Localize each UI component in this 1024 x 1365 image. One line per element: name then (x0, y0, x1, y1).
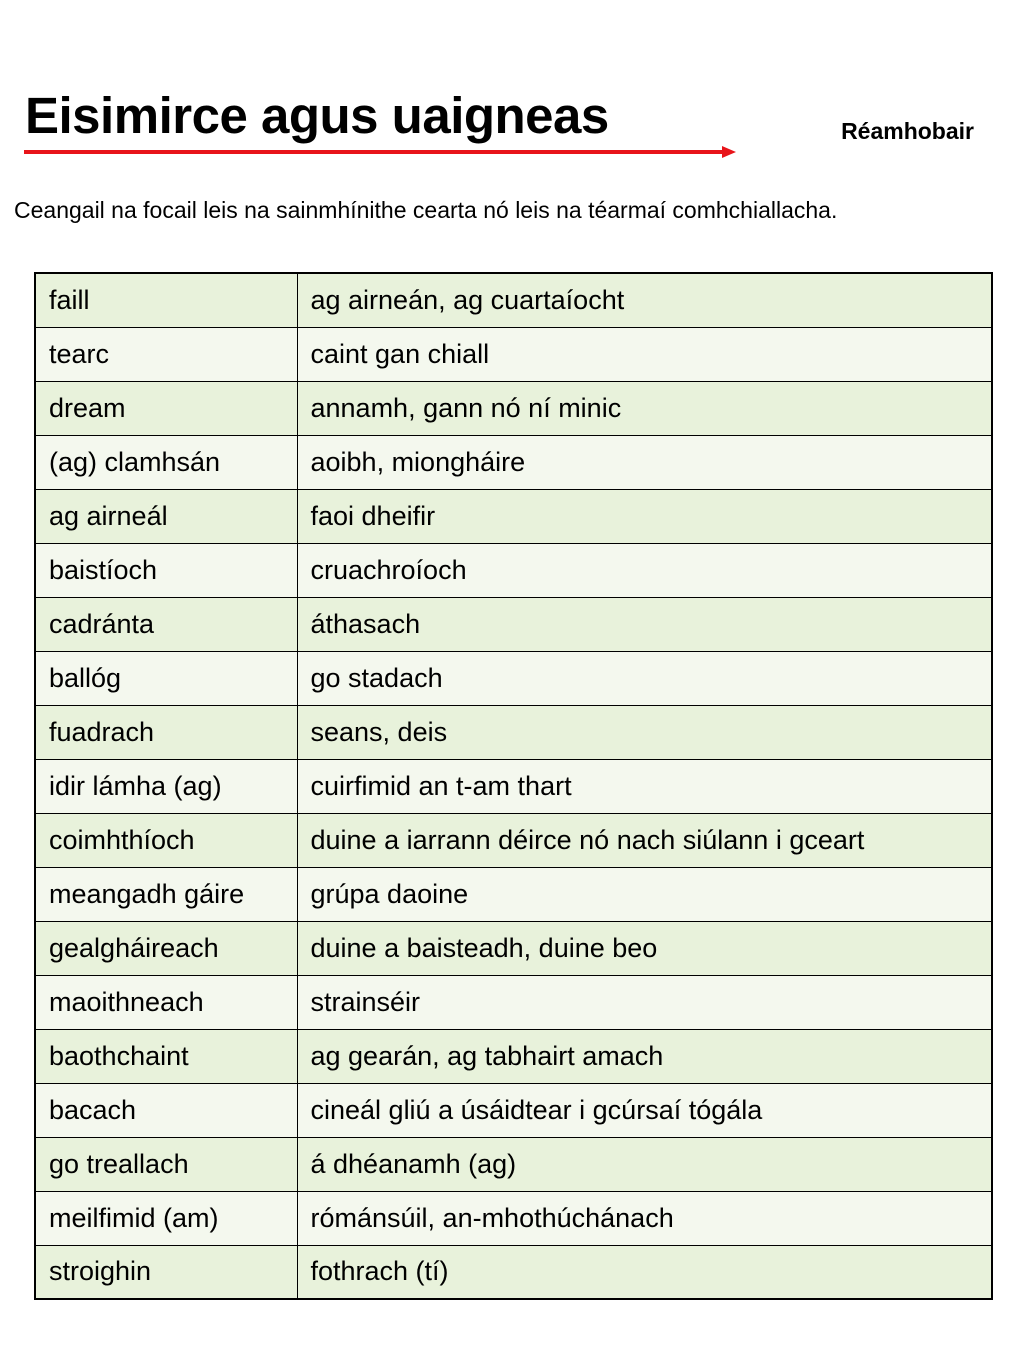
table-row (35, 543, 992, 597)
table-row (35, 1191, 992, 1245)
word-cell: meangadh gáire (35, 867, 297, 921)
definition-cell: caint gan chiall (297, 327, 992, 381)
word-cell: fuadrach (35, 705, 297, 759)
definition-cell: áthasach (297, 597, 992, 651)
definition-cell: rómánsúil, an-mhothúchánach (297, 1191, 992, 1245)
table-row (35, 1083, 992, 1137)
word-cell: idir lámha (ag) (35, 759, 297, 813)
table-row (35, 813, 992, 867)
definition-cell: go stadach (297, 651, 992, 705)
definition-cell: seans, deis (297, 705, 992, 759)
table-row (35, 867, 992, 921)
definition-cell: duine a baisteadh, duine beo (297, 921, 992, 975)
word-cell: meilfimid (am) (35, 1191, 297, 1245)
table-row (35, 921, 992, 975)
word-cell: baothchaint (35, 1029, 297, 1083)
table-row (35, 273, 992, 327)
definition-cell: cuirfimid an t-am thart (297, 759, 992, 813)
word-cell: coimhthíoch (35, 813, 297, 867)
definition-cell: ag airneán, ag cuartaíocht (297, 273, 992, 327)
section-tag: Réamhobair (841, 118, 974, 144)
arrow-head (722, 146, 736, 158)
word-cell: bacach (35, 1083, 297, 1137)
vocabulary-table (34, 272, 993, 1300)
table-row (35, 1245, 992, 1299)
table-row (35, 327, 992, 381)
table-row (35, 975, 992, 1029)
word-cell: cadránta (35, 597, 297, 651)
definition-cell: grúpa daoine (297, 867, 992, 921)
definition-cell: cruachroíoch (297, 543, 992, 597)
table-row (35, 381, 992, 435)
title-underline-arrow (22, 143, 738, 163)
vocabulary-table-body (35, 273, 992, 1299)
definition-cell: faoi dheifir (297, 489, 992, 543)
definition-cell: aoibh, miongháire (297, 435, 992, 489)
definition-cell: duine a iarrann déirce nó nach siúlann i gceart (297, 813, 992, 867)
word-cell: ag airneál (35, 489, 297, 543)
table-row (35, 651, 992, 705)
word-cell: gealgháireach (35, 921, 297, 975)
word-cell: baistíoch (35, 543, 297, 597)
word-cell: (ag) clamhsán (35, 435, 297, 489)
page-title: Eisimirce agus uaigneas (25, 87, 609, 144)
definition-cell: cineál gliú a úsáidtear i gcúrsaí tógála (297, 1083, 992, 1137)
word-cell: ballóg (35, 651, 297, 705)
word-cell: tearc (35, 327, 297, 381)
table-row (35, 1029, 992, 1083)
word-cell: faill (35, 273, 297, 327)
definition-cell: strainséir (297, 975, 992, 1029)
word-cell: go treallach (35, 1137, 297, 1191)
instructions: Ceangail na focail leis na sainmhínithe cearta nó leis na téarmaí comhchiallacha. (14, 197, 838, 223)
table-row (35, 435, 992, 489)
definition-cell: á dhéanamh (ag) (297, 1137, 992, 1191)
table-row (35, 489, 992, 543)
table-row (35, 759, 992, 813)
word-cell: dream (35, 381, 297, 435)
word-cell: maoithneach (35, 975, 297, 1029)
table-row (35, 1137, 992, 1191)
word-cell: stroighin (35, 1245, 297, 1299)
table-row (35, 597, 992, 651)
table-row (35, 705, 992, 759)
definition-cell: fothrach (tí) (297, 1245, 992, 1299)
definition-cell: annamh, gann nó ní minic (297, 381, 992, 435)
definition-cell: ag gearán, ag tabhairt amach (297, 1029, 992, 1083)
